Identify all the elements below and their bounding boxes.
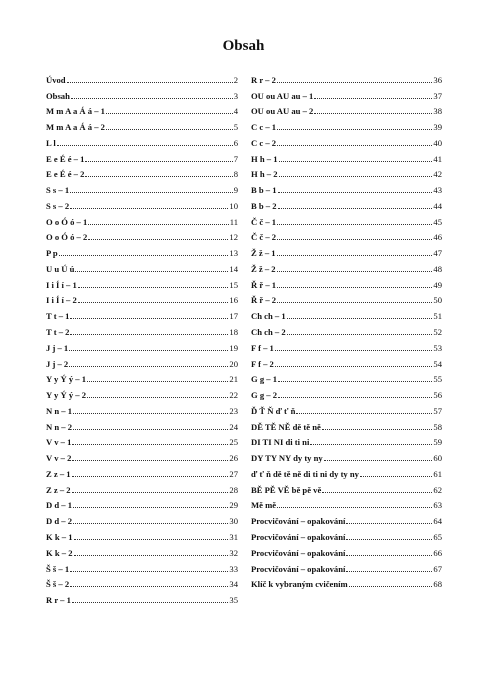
- dot-leader: [287, 333, 433, 335]
- toc-entry: [46, 384, 238, 400]
- toc-entry-page-number: 10: [229, 200, 238, 211]
- toc-entry-page-number: 56: [433, 390, 442, 401]
- toc-entry: [251, 116, 442, 132]
- dot-leader: [74, 538, 229, 540]
- dot-leader: [88, 223, 228, 225]
- toc-entry: [251, 69, 442, 85]
- dot-leader: [67, 81, 233, 83]
- toc-entry-label: Ř ř – 1: [251, 279, 277, 290]
- toc-entry-page-number: 2: [233, 74, 238, 85]
- toc-entry-label: DI TI NI di ti ni: [251, 437, 310, 448]
- dot-leader: [87, 396, 228, 398]
- dot-leader: [296, 412, 432, 414]
- dot-leader: [87, 380, 228, 382]
- toc-entry: [46, 321, 238, 337]
- toc-entry-page-number: 41: [433, 153, 442, 164]
- toc-entry: [46, 463, 238, 479]
- dot-leader: [71, 97, 233, 99]
- dot-leader: [278, 191, 433, 193]
- dot-leader: [277, 81, 433, 83]
- dot-leader: [277, 223, 432, 225]
- toc-entry-label: Procvičování – opakování: [251, 531, 346, 542]
- toc-entry-page-number: 59: [433, 437, 442, 448]
- dot-leader: [279, 175, 433, 177]
- dot-leader: [106, 112, 233, 114]
- toc-entry-label: F f – 2: [251, 358, 274, 369]
- dot-leader: [277, 270, 433, 272]
- dot-leader: [277, 144, 432, 146]
- dot-leader: [57, 144, 233, 146]
- toc-entry: [251, 353, 442, 369]
- toc-right-column: [251, 69, 442, 589]
- toc-entry: [251, 526, 442, 542]
- toc-entry-label: Č č – 1: [251, 216, 277, 227]
- toc-entry-label: DY TY NY dy ty ny: [251, 453, 323, 464]
- toc-entry-page-number: 66: [433, 547, 442, 558]
- toc-entry-label: Ž ž – 1: [251, 248, 276, 259]
- toc-entry: [251, 227, 442, 243]
- dot-leader: [360, 475, 432, 477]
- toc-entry: [46, 195, 238, 211]
- toc-entry-page-number: 48: [433, 263, 442, 274]
- dot-leader: [88, 238, 228, 240]
- toc-entry-label: U u Ú ú: [46, 263, 75, 274]
- toc-entry-page-number: 15: [229, 279, 238, 290]
- toc-entry: [46, 416, 238, 432]
- toc-entry: [251, 495, 442, 511]
- dot-leader: [278, 396, 432, 398]
- toc-entry-page-number: 9: [233, 185, 238, 196]
- dot-leader: [279, 160, 433, 162]
- toc-entry-label: Procvičování – opakování: [251, 563, 346, 574]
- toc-entry-label: C c – 1: [251, 122, 277, 133]
- toc-entry: [251, 164, 442, 180]
- dot-leader: [277, 301, 432, 303]
- toc-entry-label: Ch ch – 2: [251, 327, 286, 338]
- toc-entry-label: Z z – 2: [46, 484, 71, 495]
- toc-entry-label: Z z – 1: [46, 468, 71, 479]
- dot-leader: [70, 317, 228, 319]
- toc-entry-label: Š š – 2: [46, 579, 70, 590]
- toc-entry: [46, 495, 238, 511]
- dot-leader: [70, 585, 228, 587]
- toc-entry-page-number: 44: [433, 200, 442, 211]
- toc-entry-page-number: 49: [433, 279, 442, 290]
- toc-entry-page-number: 3: [233, 90, 238, 101]
- toc-entry-page-number: 18: [229, 327, 238, 338]
- toc-entry-label: Úvod: [46, 74, 66, 85]
- toc-entry-label: O o Ó ó – 1: [46, 216, 88, 227]
- toc-entry-page-number: 30: [229, 516, 238, 527]
- toc-entry-page-number: 33: [229, 563, 238, 574]
- toc-entry-label: H h – 2: [251, 169, 278, 180]
- toc-entry-page-number: 6: [233, 137, 238, 148]
- toc-entry-label: J j – 2: [46, 358, 69, 369]
- toc-entry-label: OU ou AU au – 1: [251, 90, 314, 101]
- toc-entry: [46, 337, 238, 353]
- toc-entry-label: F f – 1: [251, 342, 274, 353]
- toc-entry: [251, 321, 442, 337]
- dot-leader: [346, 570, 432, 572]
- toc-entry: [251, 274, 442, 290]
- toc-entry: [251, 305, 442, 321]
- toc-entry: [46, 148, 238, 164]
- toc-entry-page-number: 32: [229, 547, 238, 558]
- toc-entry: [251, 384, 442, 400]
- dot-leader: [277, 254, 433, 256]
- toc-entry-label: N n – 2: [46, 421, 73, 432]
- dot-leader: [78, 286, 229, 288]
- toc-entry: [46, 353, 238, 369]
- toc-entry-page-number: 42: [433, 169, 442, 180]
- toc-entry-page-number: 45: [433, 216, 442, 227]
- toc-entry: [46, 211, 238, 227]
- dot-leader: [314, 97, 432, 99]
- dot-leader: [72, 443, 228, 445]
- toc-entry-page-number: 12: [229, 232, 238, 243]
- toc-entry: [46, 526, 238, 542]
- toc-entry-page-number: 57: [433, 405, 442, 416]
- toc-entry-page-number: 54: [433, 358, 442, 369]
- toc-entry: [251, 337, 442, 353]
- toc-entry-page-number: 28: [229, 484, 238, 495]
- dot-leader: [346, 538, 432, 540]
- toc-entry-label: Č č – 2: [251, 232, 277, 243]
- toc-entry-label: Y y Ý ý – 1: [46, 374, 87, 385]
- toc-entry-page-number: 29: [229, 500, 238, 511]
- toc-entry-label: Ř ř – 2: [251, 295, 277, 306]
- toc-entry-label: I i Í í – 1: [46, 279, 77, 290]
- toc-entry-page-number: 68: [433, 579, 442, 590]
- toc-entry: [251, 101, 442, 117]
- toc-entry-page-number: 26: [229, 453, 238, 464]
- toc-entry-label: D d – 2: [46, 516, 73, 527]
- toc-entry: [251, 479, 442, 495]
- toc-entry-page-number: 20: [229, 358, 238, 369]
- toc-entry-label: G g – 2: [251, 390, 278, 401]
- dot-leader: [277, 128, 432, 130]
- toc-entry-page-number: 62: [433, 484, 442, 495]
- toc-entry-label: G g – 1: [251, 374, 278, 385]
- dot-leader: [277, 238, 432, 240]
- toc-entry: [251, 510, 442, 526]
- toc-entry: [251, 242, 442, 258]
- toc-entry: [46, 290, 238, 306]
- dot-leader: [324, 459, 433, 461]
- toc-entry-page-number: 24: [229, 421, 238, 432]
- toc-entry-label: Ď Ť Ň ď ť ň: [251, 405, 296, 416]
- dot-leader: [106, 128, 233, 130]
- toc-entry: [251, 542, 442, 558]
- toc-entry: [46, 542, 238, 558]
- toc-entry: [251, 463, 442, 479]
- dot-leader: [275, 365, 433, 367]
- toc-entry-page-number: 16: [229, 295, 238, 306]
- toc-entry: [46, 85, 238, 101]
- dot-leader: [346, 522, 432, 524]
- toc-entry: [46, 510, 238, 526]
- page-title: Obsah: [222, 38, 265, 54]
- toc-entry: [251, 290, 442, 306]
- dot-leader: [72, 459, 228, 461]
- toc-entry-label: V v – 1: [46, 437, 72, 448]
- toc-entry-label: H h – 1: [251, 153, 278, 164]
- toc-entry-page-number: 60: [433, 453, 442, 464]
- toc-entry: [46, 558, 238, 574]
- toc-entry-page-number: 61: [433, 468, 442, 479]
- toc-entry-label: K k – 1: [46, 531, 73, 542]
- dot-leader: [314, 112, 432, 114]
- toc-entry: [251, 148, 442, 164]
- toc-entry-page-number: 35: [229, 595, 238, 606]
- toc-entry-label: E e É é – 1: [46, 153, 85, 164]
- dot-leader: [73, 412, 228, 414]
- toc-entry: [46, 242, 238, 258]
- dot-leader: [287, 317, 433, 319]
- toc-entry-label: S s – 1: [46, 185, 70, 196]
- toc-entry-page-number: 51: [433, 311, 442, 322]
- toc-entry-label: T t – 2: [46, 327, 70, 338]
- dot-leader: [322, 491, 432, 493]
- toc-entry: [46, 164, 238, 180]
- toc-entry: [46, 132, 238, 148]
- toc-entry-page-number: 31: [229, 531, 238, 542]
- toc-entry-page-number: 13: [229, 248, 238, 259]
- toc-entry: [46, 305, 238, 321]
- toc-entry: [46, 69, 238, 85]
- toc-entry-label: M m A a Á á – 1: [46, 106, 105, 117]
- toc-entry-page-number: 11: [229, 216, 238, 227]
- toc-entry: [46, 479, 238, 495]
- toc-entry-label: Š š – 1: [46, 563, 70, 574]
- toc-entry-label: K k – 2: [46, 547, 73, 558]
- dot-leader: [69, 365, 228, 367]
- toc-entry: [46, 447, 238, 463]
- toc-entry-page-number: 38: [433, 106, 442, 117]
- dot-leader: [78, 301, 229, 303]
- toc-entry-page-number: 36: [433, 74, 442, 85]
- toc-entry-label: V v – 2: [46, 453, 72, 464]
- dot-leader: [74, 554, 229, 556]
- dot-leader: [278, 380, 432, 382]
- toc-entry: [251, 258, 442, 274]
- toc-entry-label: T t – 1: [46, 311, 70, 322]
- toc-entry-label: R r – 2: [251, 74, 276, 85]
- dot-leader: [70, 191, 233, 193]
- dot-leader: [75, 270, 228, 272]
- toc-entry-label: M m A a Á á – 2: [46, 122, 105, 133]
- toc-entry-label: O o Ó ó – 2: [46, 232, 88, 243]
- toc-entry-page-number: 8: [233, 169, 238, 180]
- toc-entry-label: L l: [46, 137, 56, 148]
- toc-entry-page-number: 39: [433, 122, 442, 133]
- toc-entry-page-number: 23: [229, 405, 238, 416]
- toc-entry-label: E e É é – 2: [46, 169, 85, 180]
- toc-entry-label: Mě mě: [251, 500, 277, 511]
- toc-entry-label: ď ť ň dě tě ně di ti ni dy ty ny: [251, 468, 359, 479]
- dot-leader: [346, 554, 432, 556]
- toc-entry-page-number: 34: [229, 579, 238, 590]
- toc-entry: [251, 132, 442, 148]
- toc-entry: [46, 369, 238, 385]
- toc-entry: [251, 369, 442, 385]
- toc-entry-label: Procvičování – opakování: [251, 516, 346, 527]
- dot-leader: [310, 443, 432, 445]
- toc-entry-label: Ž ž – 2: [251, 263, 276, 274]
- toc-entry: [251, 195, 442, 211]
- toc-entry: [46, 179, 238, 195]
- toc-entry-label: DĚ TĚ NĚ dě tě ně: [251, 421, 321, 432]
- toc-entry-page-number: 50: [433, 295, 442, 306]
- toc-entry-label: Klíč k vybraným cvičením: [251, 579, 348, 590]
- dot-leader: [73, 428, 228, 430]
- toc-entry: [251, 211, 442, 227]
- toc-entry-label: R r – 1: [46, 595, 71, 606]
- dot-leader: [70, 570, 228, 572]
- toc-entry-page-number: 43: [433, 185, 442, 196]
- toc-left-column: [46, 69, 238, 605]
- dot-leader: [85, 175, 232, 177]
- toc-entry: [46, 432, 238, 448]
- toc-entry: [251, 558, 442, 574]
- toc-entry: [251, 416, 442, 432]
- toc-entry-page-number: 5: [233, 122, 238, 133]
- dot-leader: [349, 585, 433, 587]
- toc-entry-label: C c – 2: [251, 137, 277, 148]
- toc-entry: [46, 101, 238, 117]
- toc-entry-label: Y y Ý ý – 2: [46, 390, 87, 401]
- toc-entry-page-number: 40: [433, 137, 442, 148]
- toc-entry-page-number: 19: [229, 342, 238, 353]
- toc-entry-page-number: 17: [229, 311, 238, 322]
- toc-entry-page-number: 37: [433, 90, 442, 101]
- toc-entry-label: I i Í í – 2: [46, 295, 77, 306]
- toc-entry-page-number: 22: [229, 390, 238, 401]
- dot-leader: [85, 160, 232, 162]
- dot-leader: [72, 475, 229, 477]
- toc-entry-label: OU ou AU au – 2: [251, 106, 314, 117]
- toc-entry-label: Ch ch – 1: [251, 311, 286, 322]
- dot-leader: [73, 506, 228, 508]
- toc-entry: [46, 589, 238, 605]
- toc-entry-label: D d – 1: [46, 500, 73, 511]
- toc-entry-label: S s – 2: [46, 200, 70, 211]
- toc-entry: [46, 116, 238, 132]
- toc-entry-page-number: 14: [229, 263, 238, 274]
- toc-entry: [251, 574, 442, 590]
- toc-entry-page-number: 27: [229, 468, 238, 479]
- dot-leader: [278, 207, 433, 209]
- toc-entry-page-number: 21: [229, 374, 238, 385]
- toc-entry-label: P p: [46, 248, 58, 259]
- toc-entry-page-number: 58: [433, 421, 442, 432]
- dot-leader: [70, 207, 228, 209]
- toc-entry: [251, 85, 442, 101]
- toc-entry-page-number: 25: [229, 437, 238, 448]
- dot-leader: [72, 491, 229, 493]
- toc-entry: [251, 400, 442, 416]
- dot-leader: [59, 254, 229, 256]
- toc-entry-page-number: 55: [433, 374, 442, 385]
- dot-leader: [322, 428, 433, 430]
- dot-leader: [275, 349, 433, 351]
- toc-entry-page-number: 47: [433, 248, 442, 259]
- toc-entry-label: Procvičování – opakování: [251, 547, 346, 558]
- toc-entry-page-number: 46: [433, 232, 442, 243]
- toc-entry-label: N n – 1: [46, 405, 73, 416]
- dot-leader: [70, 333, 228, 335]
- dot-leader: [277, 506, 432, 508]
- toc-entry: [46, 574, 238, 590]
- toc-entry: [46, 227, 238, 243]
- toc-entry: [251, 432, 442, 448]
- dot-leader: [72, 601, 229, 603]
- toc-entry: [251, 179, 442, 195]
- toc-entry-page-number: 53: [433, 342, 442, 353]
- toc-entry: [46, 400, 238, 416]
- toc-entry-label: BĚ PĚ VĚ bě pě vě: [251, 484, 322, 495]
- dot-leader: [277, 286, 432, 288]
- dot-leader: [69, 349, 228, 351]
- toc-entry-page-number: 4: [233, 106, 238, 117]
- toc-entry-label: B b – 2: [251, 200, 277, 211]
- toc-entry-page-number: 7: [233, 153, 238, 164]
- toc-entry-page-number: 52: [433, 327, 442, 338]
- toc-entry: [46, 274, 238, 290]
- toc-entry-label: B b – 1: [251, 185, 277, 196]
- toc-entry-page-number: 67: [433, 563, 442, 574]
- toc-entry-label: J j – 1: [46, 342, 69, 353]
- toc-entry: [46, 258, 238, 274]
- dot-leader: [73, 522, 228, 524]
- toc-entry-page-number: 65: [433, 531, 442, 542]
- toc-entry-label: Obsah: [46, 90, 70, 101]
- toc-entry-page-number: 63: [433, 500, 442, 511]
- toc-entry-page-number: 64: [433, 516, 442, 527]
- toc-entry: [251, 447, 442, 463]
